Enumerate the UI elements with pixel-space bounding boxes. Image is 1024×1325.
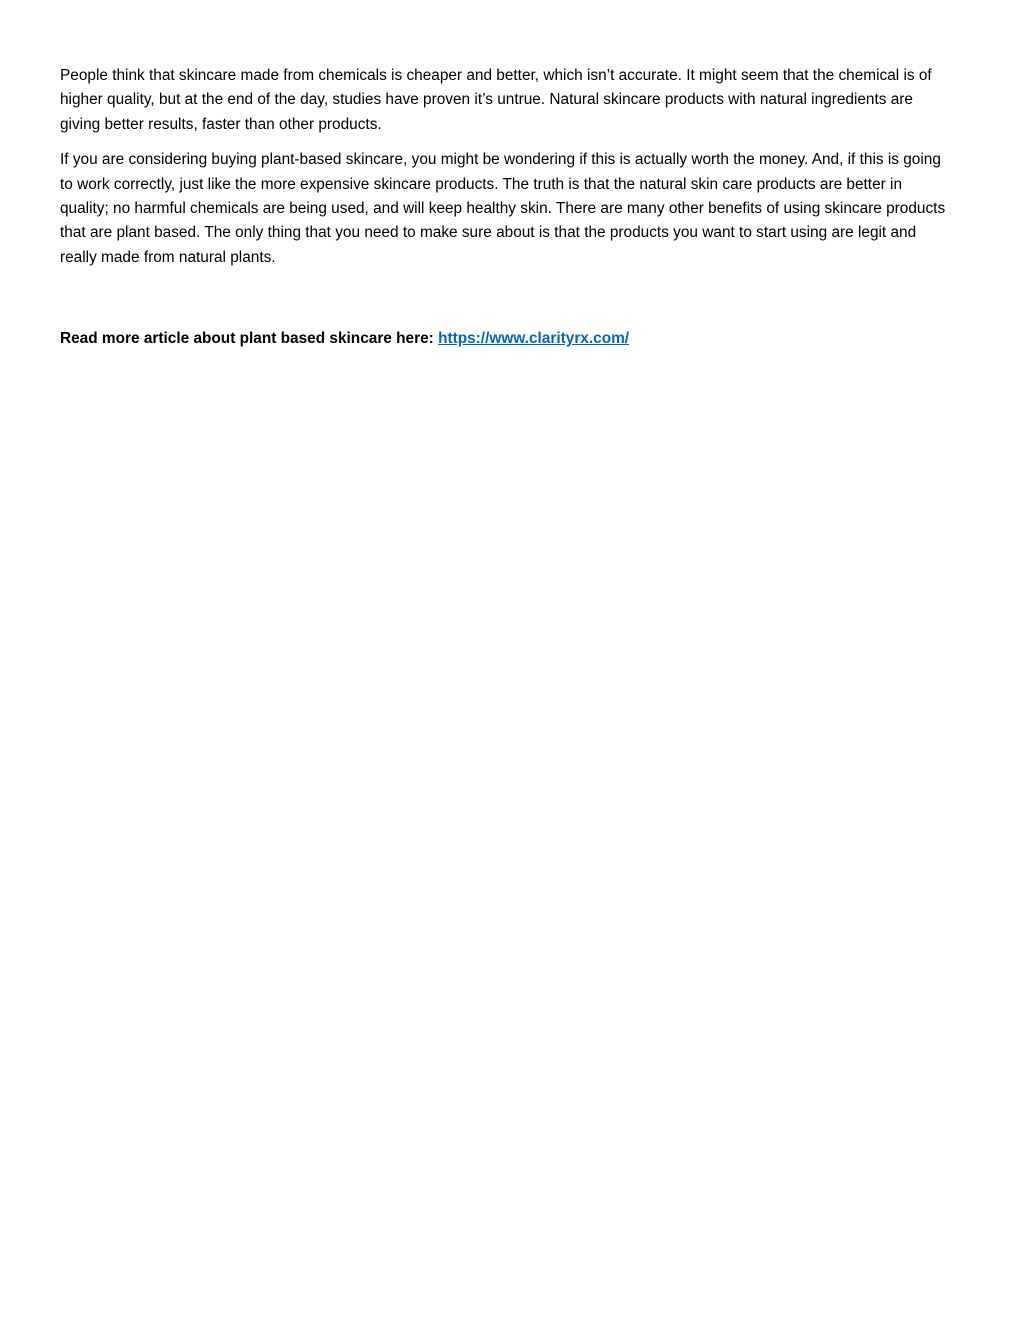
clarityrx-link[interactable]: https://www.clarityrx.com/ — [438, 330, 630, 348]
blank-space — [60, 281, 950, 327]
read-more-line — [60, 327, 950, 351]
read-more-label: Read more article about plant based skincare here: — [60, 330, 434, 348]
paragraph-plant-based: If you are considering buying plant-based skincare, you might be wondering if this is actually worth the money. And, if this is going to work correctly, just like the more expensive skincare products. The truth is that the natural skin care products are better in quality; no harmful chemicals are being used, and will keep healthy skin. There are many other benefits of using skincare products that are plant based. The only thing that you need to make sure about is that the products you want to start using are legit and really made from natural plants. — [60, 151, 946, 266]
document-body — [60, 64, 950, 351]
paragraph-intro: People think that skincare made from chemicals is cheaper and better, which isn’t accurate. It might seem that the chemical is of higher quality, but at the end of the day, studies have proven it’s untrue. Natural skincare products with natural ingredients are giving better results, faster than other products. — [60, 67, 932, 133]
